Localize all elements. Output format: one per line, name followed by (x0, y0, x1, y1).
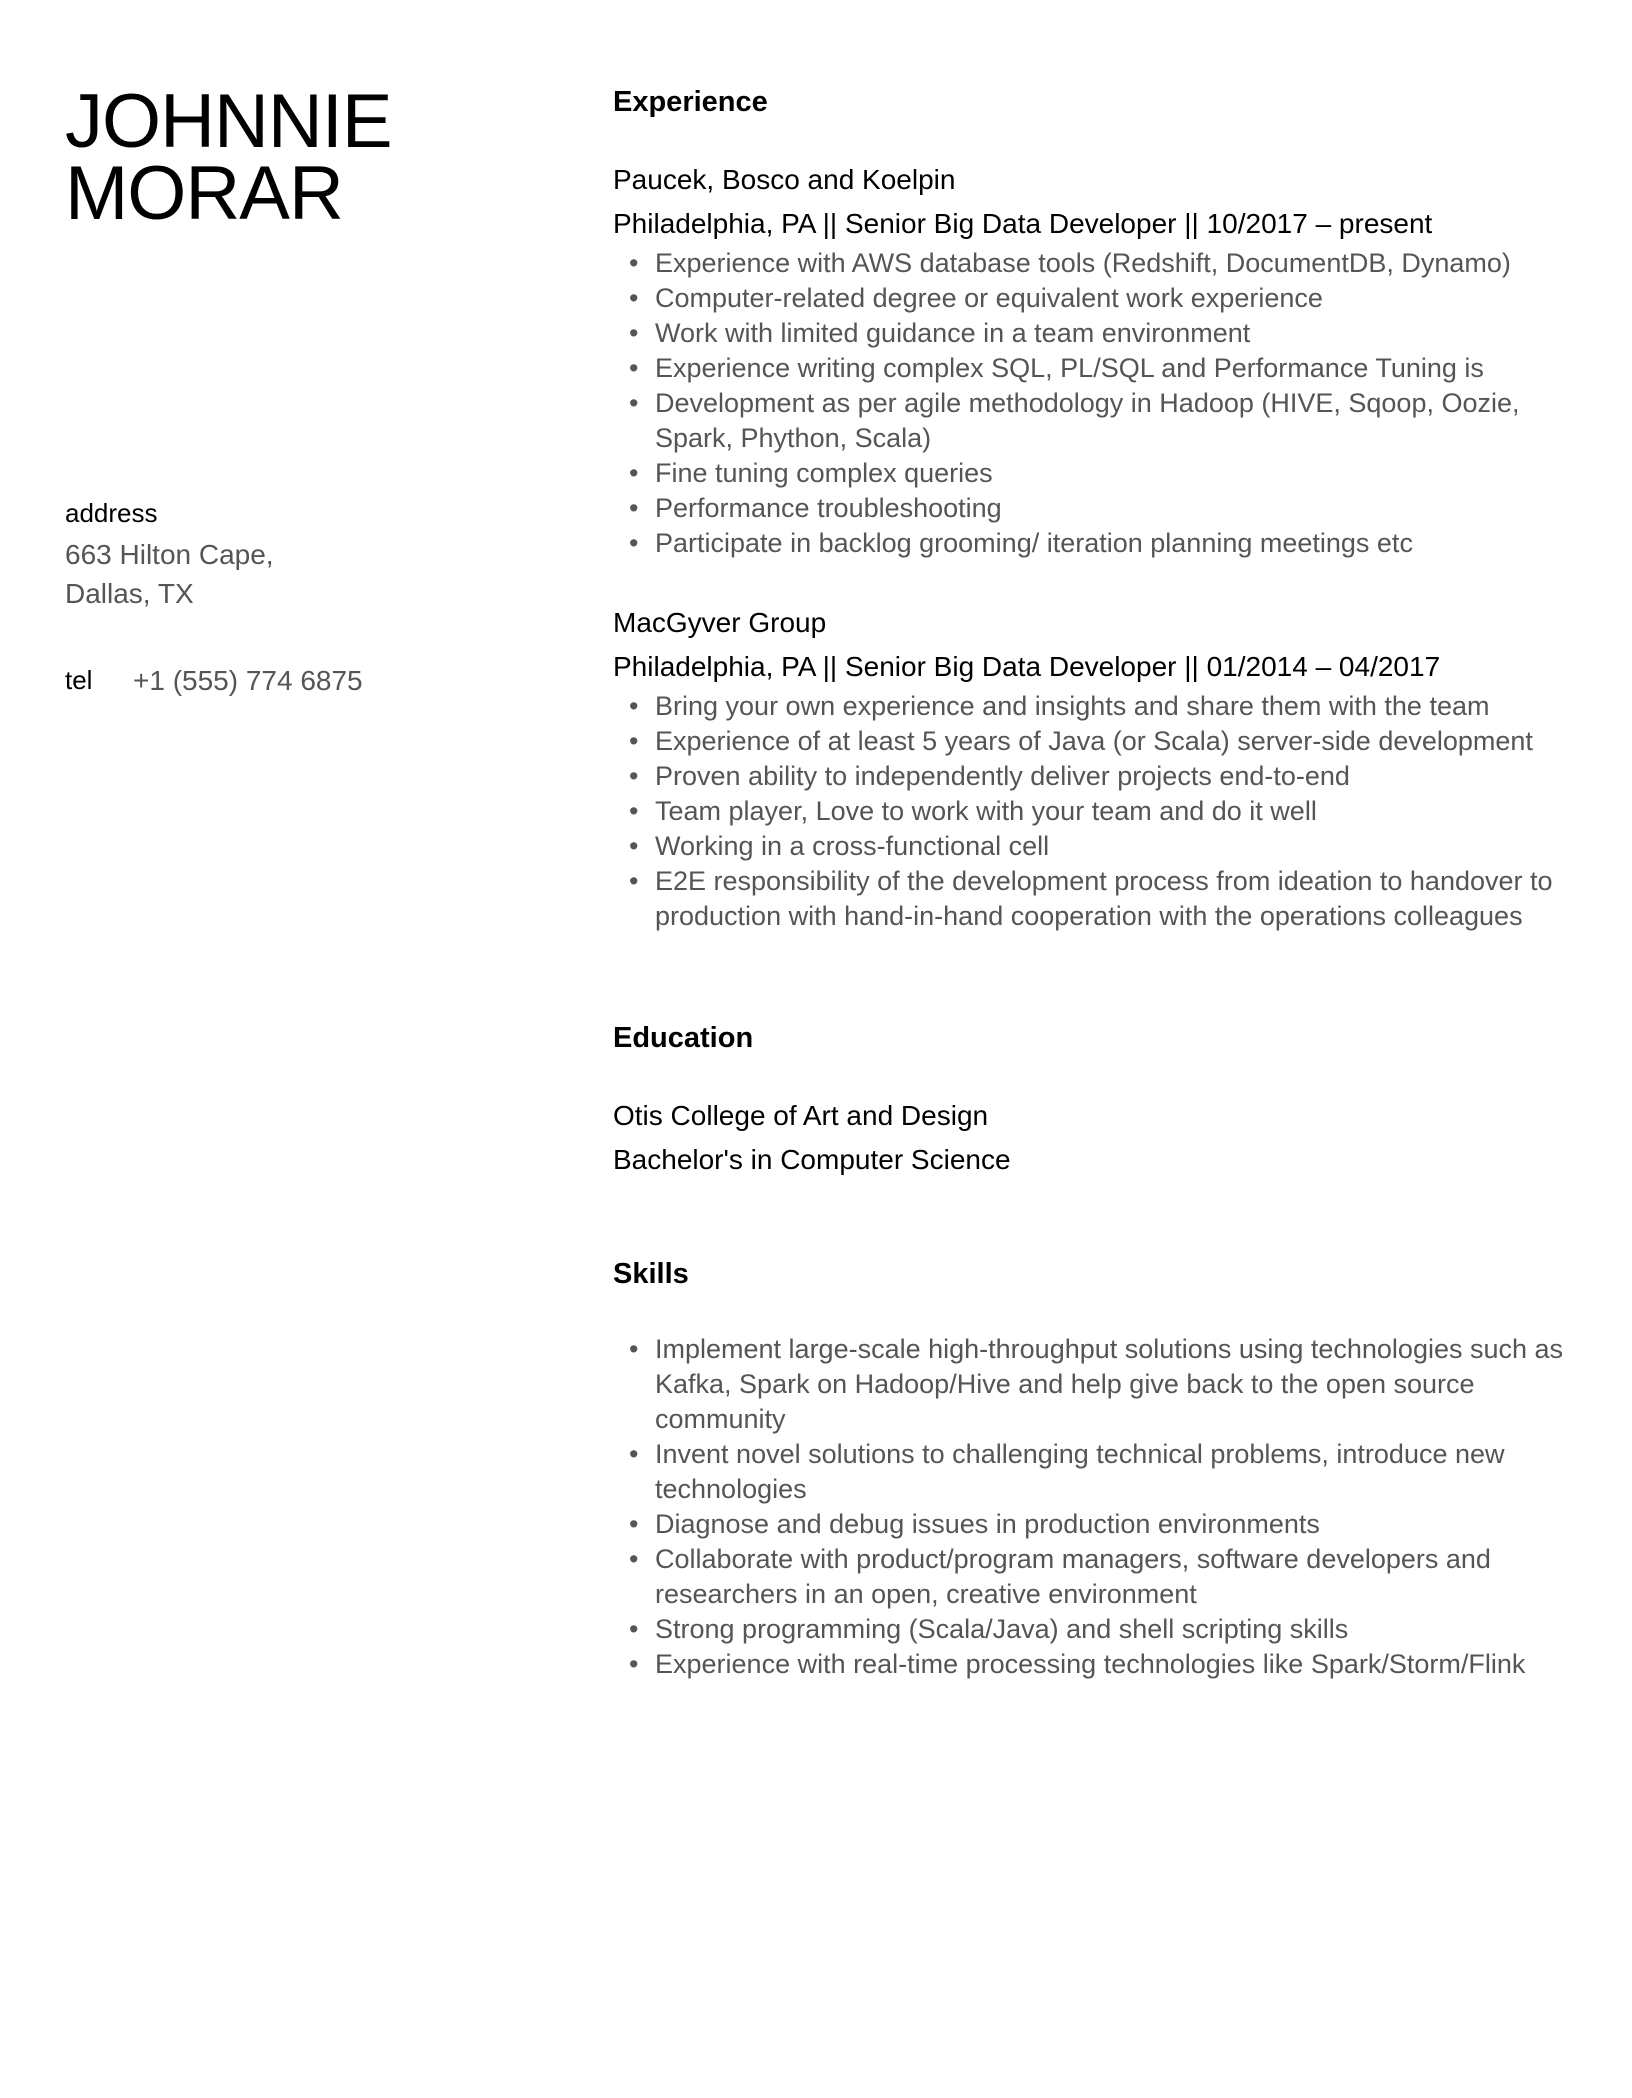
list-item: • Development as per agile methodology in Hadoop (HIVE, Sqoop, Oozie, Spark, Phython, Scala) (655, 386, 1573, 456)
address-label: address (65, 498, 158, 528)
list-item: • Experience of at least 5 years of Java (or Scala) server-side development (655, 724, 1573, 759)
list-item: • Experience writing complex SQL, PL/SQL and Performance Tuning is (655, 351, 1573, 386)
last-name: MORAR (65, 151, 343, 236)
list-item: • Invent novel solutions to challenging technical problems, introduce new technologies (655, 1437, 1573, 1507)
list-item: • Bring your own experience and insights and share them with the team (655, 689, 1573, 724)
address-line-2: Dallas, TX (65, 578, 194, 609)
list-item: • Work with limited guidance in a team environment (655, 316, 1573, 351)
list-item: • Strong programming (Scala/Java) and shell scripting skills (655, 1612, 1573, 1647)
job-company: MacGyver Group (613, 607, 827, 638)
skills-list (613, 1332, 1573, 1682)
list-item: • Implement large-scale high-throughput solutions using technologies such as Kafka, Spark on Hadoop/Hive and help give back to the open source community (655, 1332, 1573, 1437)
main-column (613, 84, 1573, 1682)
address (65, 535, 274, 613)
education-heading: Education (613, 1022, 754, 1054)
list-item: • E2E responsibility of the development process from ideation to handover to production with hand-in-hand cooperation with the operations colleagues (655, 864, 1573, 934)
experience-heading: Experience (613, 86, 768, 118)
list-item: • Fine tuning complex queries (655, 456, 1573, 491)
tel-value: +1 (555) 774 6875 (133, 665, 363, 696)
skills-heading: Skills (613, 1258, 689, 1290)
job-company: Paucek, Bosco and Koelpin (613, 164, 956, 195)
list-item: • Participate in backlog grooming/ iteration planning meetings etc (655, 526, 1573, 561)
first-name: JOHNNIE (65, 79, 392, 164)
education-school: Otis College of Art and Design (613, 1100, 989, 1131)
education-degree: Bachelor's in Computer Science (613, 1144, 1011, 1175)
list-item: • Proven ability to independently deliver projects end-to-end (655, 759, 1573, 794)
job-entry (613, 605, 1573, 934)
job-entry (613, 162, 1573, 561)
job-bullets (613, 689, 1573, 934)
list-item: • Experience with AWS database tools (Redshift, DocumentDB, Dynamo) (655, 246, 1573, 281)
list-item: • Experience with real-time processing technologies like Spark/Storm/Flink (655, 1647, 1573, 1682)
job-meta: Philadelphia, PA || Senior Big Data Developer || 01/2014 – 04/2017 (613, 651, 1441, 682)
list-item: • Diagnose and debug issues in production environments (655, 1507, 1573, 1542)
tel-label: tel (65, 665, 93, 695)
list-item: • Collaborate with product/program managers, software developers and researchers in an open, creative environment (655, 1542, 1573, 1612)
job-bullets (613, 246, 1573, 561)
list-item: • Computer-related degree or equivalent work experience (655, 281, 1573, 316)
job-meta: Philadelphia, PA || Senior Big Data Developer || 10/2017 – present (613, 208, 1433, 239)
list-item: • Working in a cross-functional cell (655, 829, 1573, 864)
name-block (65, 79, 545, 236)
list-item: • Team player, Love to work with your team and do it well (655, 794, 1573, 829)
address-line-1: 663 Hilton Cape, (65, 539, 274, 570)
list-item: • Performance troubleshooting (655, 491, 1573, 526)
